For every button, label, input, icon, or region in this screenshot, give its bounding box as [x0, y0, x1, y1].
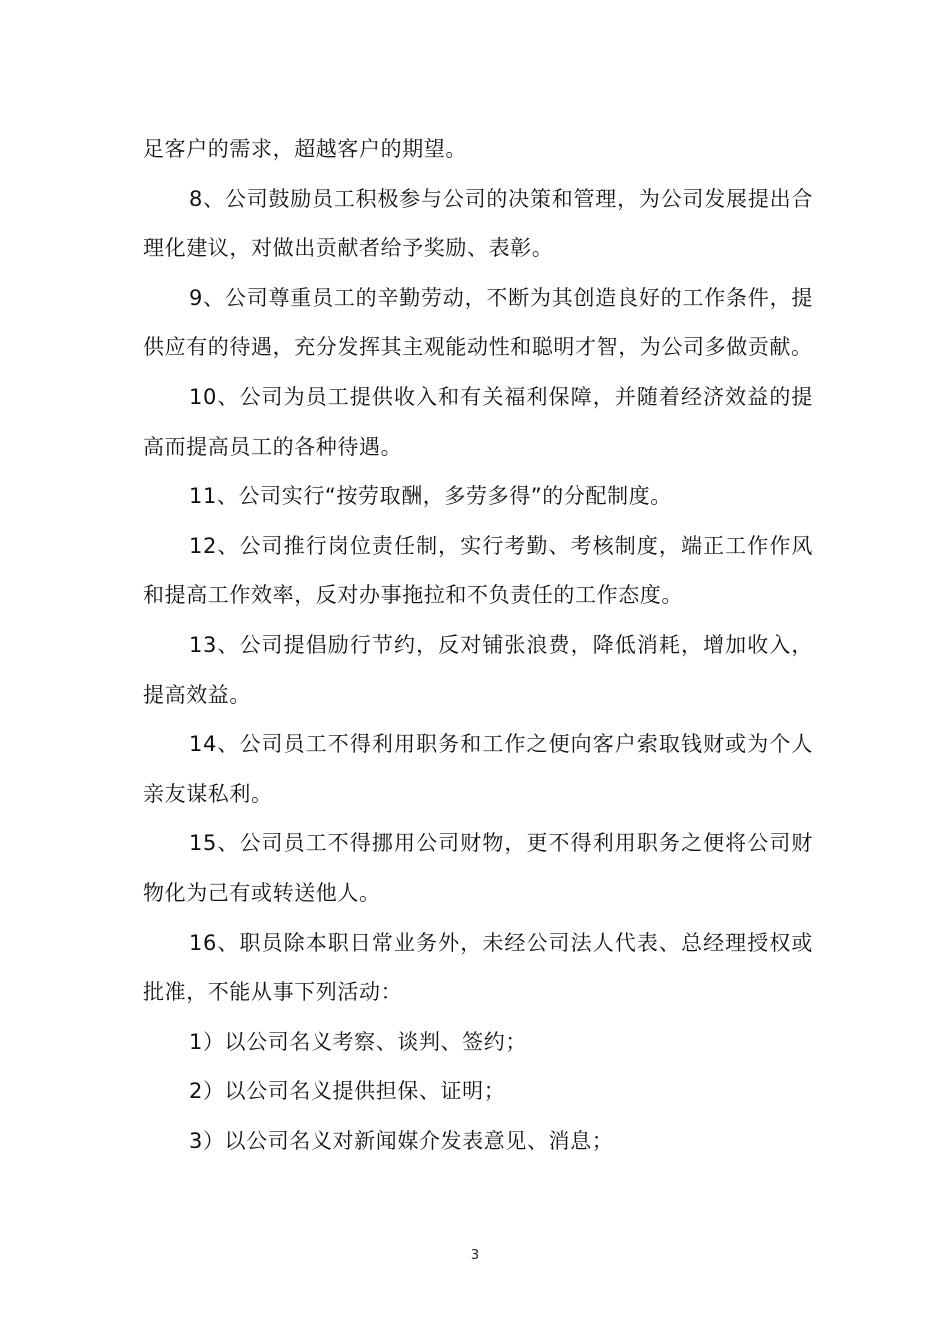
document-body — [143, 125, 813, 1166]
paragraph-item-12: 12、公司推行岗位责任制，实行考勤、考核制度，端正工作作风和提高工作效率，反对办事拖拉和不负责任的工作态度。 — [143, 533, 813, 608]
sub-item-3: 3）以公司名义对新闻媒介发表意见、消息； — [189, 1128, 614, 1153]
paragraph-item-14: 14、公司员工不得利用职务和工作之便向客户索取钱财或为个人亲友谋私利。 — [143, 732, 813, 806]
paragraph-item-15: 15、公司员工不得挪用公司财物，更不得利用职务之便将公司财物化为己有或转送他人。 — [143, 831, 813, 905]
paragraph-item-11: 11、公司实行“按劳取酬，多劳多得”的分配制度。 — [189, 484, 672, 509]
paragraph-item-10: 10、公司为员工提供收入和有关福利保障，并随着经济效益的提高而提高员工的各种待遇。 — [143, 384, 813, 459]
paragraph-item-16: 16、职员除本职日常业务外，未经公司法人代表、总经理授权或批准，不能从事下列活动： — [143, 930, 813, 1005]
page-number: 3 — [470, 1248, 480, 1263]
paragraph-item-9: 9、公司尊重员工的辛勤劳动，不断为其创造良好的工作条件，提供应有的待遇，充分发挥其主观能动性和聪明才智，为公司多做贡献。 — [143, 285, 813, 360]
paragraph-item-8: 8、公司鼓励员工积极参与公司的决策和管理，为公司发展提出合理化建议，对做出贡献者给予奖励、表彰。 — [143, 186, 813, 261]
paragraph-item-13: 13、公司提倡励行节约，反对铺张浪费，降低消耗，增加收入，提高效益。 — [143, 632, 813, 707]
paragraph-continuation: 足客户的需求，超越客户的期望。 — [143, 137, 467, 161]
sub-item-1: 1）以公司名义考察、谈判、签约； — [189, 1029, 527, 1054]
sub-item-2: 2）以公司名义提供担保、证明； — [189, 1079, 506, 1104]
